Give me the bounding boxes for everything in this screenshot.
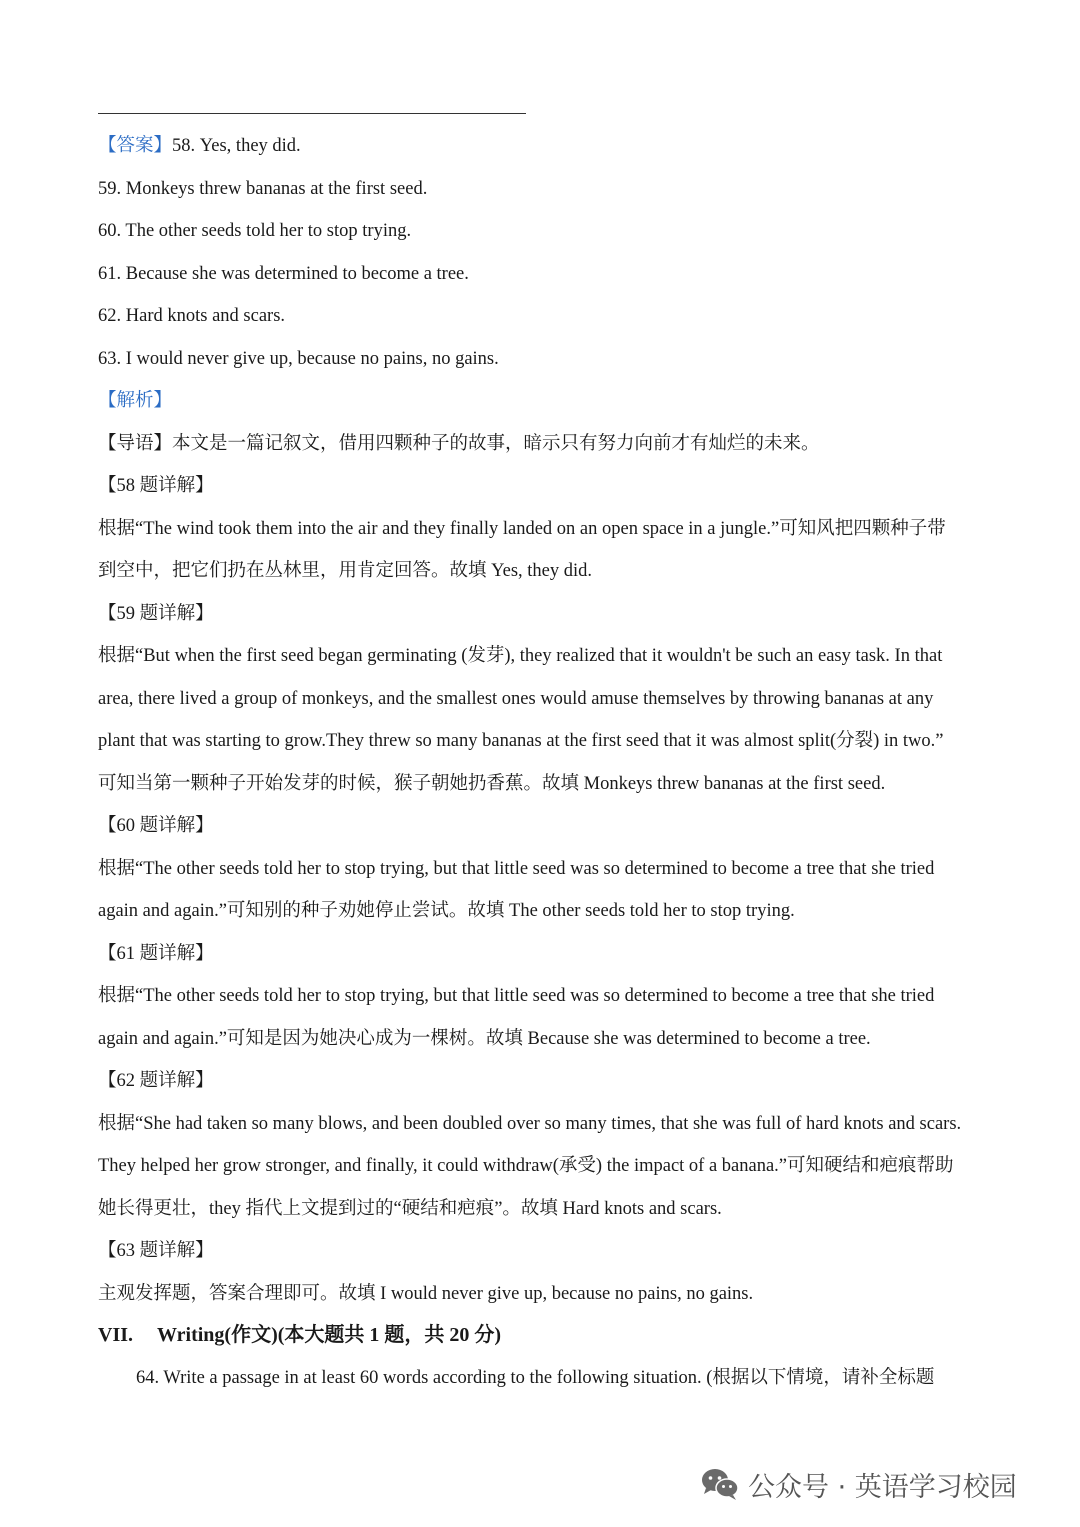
q61-title: 【61 题详解】 <box>98 944 214 964</box>
q60-line: 根据“The other seeds told her to stop trying, but that little seed was so determined to become a tree that she tried <box>98 859 935 879</box>
wechat-icon <box>700 1467 740 1501</box>
q58-line: 到空中，把它们扔在丛林里，用肯定回答。故填 Yes, they did. <box>98 561 593 581</box>
q59-line: 可知当第一颗种子开始发芽的时候，猴子朝她扔香蕉。故填 Monkeys threw bananas at the first seed. <box>98 774 886 794</box>
footer-text: 公众号 · 英语学习校园 <box>748 1471 1017 1503</box>
answer-59: 59. Monkeys threw bananas at the first seed. <box>98 179 428 199</box>
section-heading <box>98 1322 501 1348</box>
q62-line: They helped her grow stronger, and finally, it could withdraw(承受) the impact of a banana.”可知硬结和疤痕帮助 <box>98 1156 954 1176</box>
q61-line: 根据“The other seeds told her to stop trying, but that little seed was so determined to become a tree that she tried <box>98 986 935 1006</box>
analysis-label: 【解析】 <box>98 391 173 411</box>
q62-line: 根据“She had taken so many blows, and been doubled over so many times, that she was full of hard knots and scars. <box>98 1114 962 1134</box>
q60-line: again and again.”可知别的种子劝她停止尝试。故填 The other seeds told her to stop trying. <box>98 901 795 921</box>
answer-61: 61. Because she was determined to become a tree. <box>98 264 469 284</box>
q59-line: area, there lived a group of monkeys, and the smallest ones would amuse themselves by throwing bananas at any <box>98 689 934 709</box>
answer-58: 58. Yes, they did. <box>172 136 301 156</box>
q60-title: 【60 题详解】 <box>98 816 214 836</box>
q59-line: plant that was starting to grow.They threw so many bananas at the first seed that it was almost split(分裂) in two.” <box>98 731 944 751</box>
q62-title: 【62 题详解】 <box>98 1071 214 1091</box>
answer-label: 【答案】 <box>98 136 173 156</box>
answer-58-line <box>98 134 301 158</box>
analysis-intro: 【导语】本文是一篇记叙文，借用四颗种子的故事，暗示只有努力向前才有灿烂的未来。 <box>98 434 820 454</box>
footer-watermark <box>700 1464 1017 1504</box>
answer-60: 60. The other seeds told her to stop trying. <box>98 221 412 241</box>
q58-line: 根据“The wind took them into the air and they finally landed on an open space in a jungle.”可知风把四颗种子带 <box>98 519 946 539</box>
section-title: Writing(作文)(本大题共 1 题，共 20 分) <box>157 1324 502 1346</box>
q59-line: 根据“But when the first seed began germinating (发芽), they realized that it wouldn't be such an easy task. In that <box>98 646 943 666</box>
answer-63: 63. I would never give up, because no pains, no gains. <box>98 349 499 369</box>
q63-line: 主观发挥题，答案合理即可。故填 I would never give up, because no pains, no gains. <box>98 1284 754 1304</box>
top-divider <box>98 113 526 114</box>
q62-line: 她长得更壮，they 指代上文提到过的“硬结和疤痕”。故填 Hard knots and scars. <box>98 1199 722 1219</box>
q58-title: 【58 题详解】 <box>98 476 214 496</box>
question-64: 64. Write a passage in at least 60 words according to the following situation. (根据以下情境，请补全标题 <box>136 1368 935 1388</box>
answer-62: 62. Hard knots and scars. <box>98 306 286 326</box>
section-number: VII. <box>98 1324 134 1346</box>
q59-title: 【59 题详解】 <box>98 604 214 624</box>
q61-line: again and again.”可知是因为她决心成为一棵树。故填 Because she was determined to become a tree. <box>98 1029 871 1049</box>
q63-title: 【63 题详解】 <box>98 1241 214 1261</box>
